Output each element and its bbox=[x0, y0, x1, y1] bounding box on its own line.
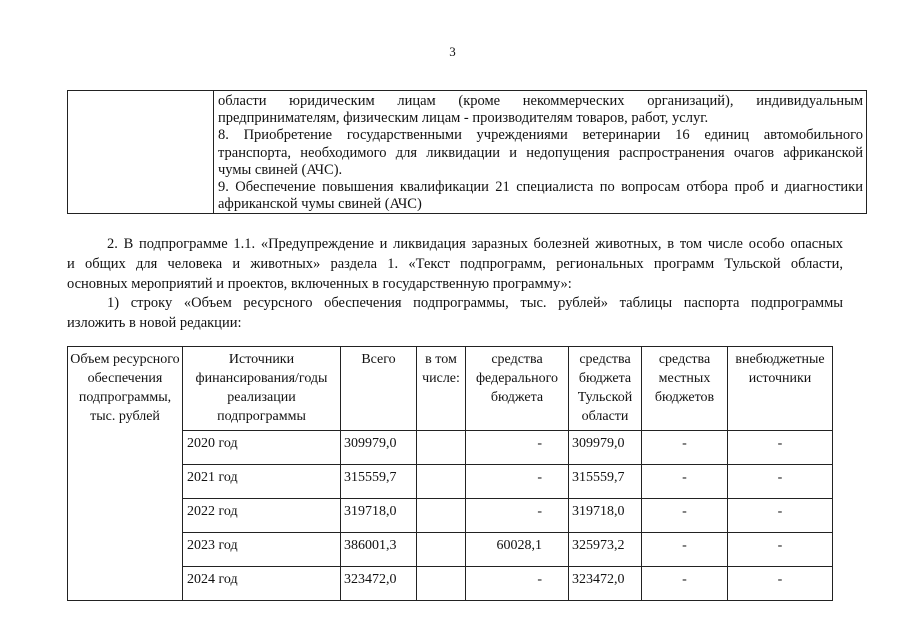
header-sources: Источники финансирования/годы реализации подпрограммы bbox=[183, 347, 341, 431]
federal-cell: - bbox=[466, 431, 569, 465]
including-cell bbox=[417, 499, 466, 533]
regional-cell: 315559,7 bbox=[569, 465, 642, 499]
measures-line: чумы свиней (АЧС). bbox=[218, 161, 343, 178]
including-cell bbox=[417, 533, 466, 567]
header-including: в том числе: bbox=[417, 347, 466, 431]
header-local: средства местных бюджетов bbox=[642, 347, 728, 431]
year-cell: 2020 год bbox=[183, 431, 341, 465]
page-number: 3 bbox=[449, 44, 456, 59]
table-row bbox=[68, 465, 833, 499]
table-row bbox=[68, 567, 833, 601]
table-row bbox=[68, 533, 833, 567]
local-cell: - bbox=[642, 533, 728, 567]
year-cell: 2024 год bbox=[183, 567, 341, 601]
local-cell: - bbox=[642, 431, 728, 465]
paragraph-line: основных мероприятий и проектов, включенных в государственную программу»: bbox=[67, 276, 572, 292]
measures-text-cell bbox=[214, 91, 866, 213]
header-federal: средства федерального бюджета bbox=[466, 347, 569, 431]
including-cell bbox=[417, 465, 466, 499]
federal-cell: - bbox=[466, 465, 569, 499]
local-cell: - bbox=[642, 465, 728, 499]
paragraph-line: 1) строку «Объем ресурсного обеспечения подпрограммы, тыс. рублей» таблицы паспорта подпрограммы bbox=[107, 295, 843, 311]
including-cell bbox=[417, 431, 466, 465]
table-row bbox=[68, 431, 833, 465]
paragraph-line: изложить в новой редакции: bbox=[67, 315, 242, 331]
extra-cell: - bbox=[728, 567, 833, 601]
regional-cell: 319718,0 bbox=[569, 499, 642, 533]
local-cell: - bbox=[642, 499, 728, 533]
row-label-cell: Объем ресурсного обеспечения подпрограммы, тыс. рублей bbox=[68, 347, 183, 601]
total-cell: 315559,7 bbox=[341, 465, 417, 499]
measures-line: области юридическим лицам (кроме некоммерческих организаций), индивидуальным bbox=[218, 93, 863, 109]
total-cell: 309979,0 bbox=[341, 431, 417, 465]
total-cell: 319718,0 bbox=[341, 499, 417, 533]
extra-cell: - bbox=[728, 533, 833, 567]
empty-label-cell bbox=[68, 91, 214, 213]
extra-cell: - bbox=[728, 499, 833, 533]
federal-cell: - bbox=[466, 567, 569, 601]
regional-cell: 309979,0 bbox=[569, 431, 642, 465]
federal-cell: - bbox=[466, 499, 569, 533]
measures-line: транспорта, необходимого для ликвидации и недопущения распространения очагов африканской bbox=[218, 144, 863, 161]
header-total: Всего bbox=[341, 347, 417, 431]
resource-table bbox=[67, 346, 833, 601]
measures-line: предпринимателям, физическим лицам - производителям товаров, работ, услуг. bbox=[218, 110, 709, 127]
extra-cell: - bbox=[728, 431, 833, 465]
measures-line: 9. Обеспечение повышения квалификации 21 специалиста по вопросам отбора проб и диагностики bbox=[218, 179, 863, 196]
federal-cell: 60028,1 bbox=[466, 533, 569, 567]
year-cell: 2021 год bbox=[183, 465, 341, 499]
amendment-subparagraph-1 bbox=[67, 293, 843, 333]
local-cell: - bbox=[642, 567, 728, 601]
regional-cell: 325973,2 bbox=[569, 533, 642, 567]
paragraph-line: и общих для человека и животных» раздела 1. «Текст подпрограмм, региональных программ Тульской области, bbox=[67, 256, 843, 272]
header-extra: внебюджетные источники bbox=[728, 347, 833, 431]
measures-line: африканской чумы свиней (АЧС) bbox=[218, 196, 422, 213]
year-cell: 2023 год bbox=[183, 533, 341, 567]
amendment-paragraph-2 bbox=[67, 234, 843, 294]
measures-table-fragment bbox=[67, 90, 867, 214]
including-cell bbox=[417, 567, 466, 601]
extra-cell: - bbox=[728, 465, 833, 499]
regional-cell: 323472,0 bbox=[569, 567, 642, 601]
year-cell: 2022 год bbox=[183, 499, 341, 533]
header-regional: средства бюджета Тульской области bbox=[569, 347, 642, 431]
total-cell: 323472,0 bbox=[341, 567, 417, 601]
table-row bbox=[68, 499, 833, 533]
measures-line: 8. Приобретение государственными учреждениями ветеринарии 16 единиц автомобильного bbox=[218, 127, 863, 144]
paragraph-line: 2. В подпрограмме 1.1. «Предупреждение и ликвидация заразных болезней животных, в том числе особо опасных bbox=[107, 236, 843, 252]
total-cell: 386001,3 bbox=[341, 533, 417, 567]
